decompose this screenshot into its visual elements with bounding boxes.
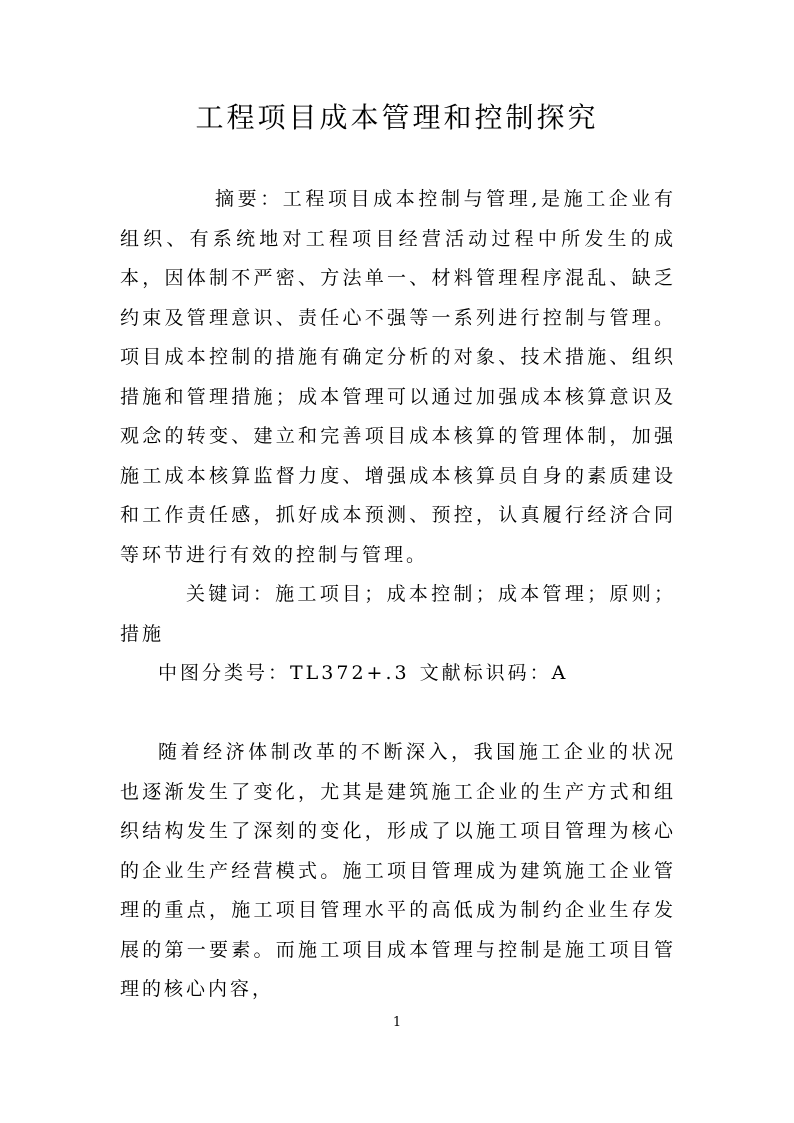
keywords-paragraph: 关键词：施工项目；成本控制；成本管理；原则；措施 xyxy=(120,583,676,645)
clc-number: 中图分类号：TL372+.3 xyxy=(158,662,410,684)
document-code: 文献标识码：A xyxy=(419,662,569,684)
paragraph-spacer xyxy=(120,694,676,734)
document-body xyxy=(120,180,676,1010)
document-title: 工程项目成本管理和控制探究 xyxy=(195,101,599,134)
body-paragraph: 随着经济体制改革的不断深入，我国施工企业的状况也逐渐发生了变化，尤其是建筑施工企业的生产方式和组织结构发生了深刻的变化，形成了以施工项目管理为核心的企业生产经营模式。施工项目管理成为建筑施工企业管理的重点，施工项目管理水平的高低成为制约企业生存发展的第一要素。而施工项目成本管理与控制是施工项目管理的核心内容， xyxy=(120,741,676,1000)
classification-line xyxy=(120,654,676,694)
page-number: 1 xyxy=(392,1015,402,1030)
abstract-paragraph: 摘要：工程项目成本控制与管理,是施工企业有组织、有系统地对工程项目经营活动过程中所发生的成本，因体制不严密、方法单一、材料管理程序混乱、缺乏约束及管理意识、责任心不强等一系列进行控制与管理。项目成本控制的措施有确定分析的对象、技术措施、组织措施和管理措施；成本管理可以通过加强成本核算意识及观念的转变、建立和完善项目成本核算的管理体制，加强施工成本核算监督力度、增强成本核算员自身的素质建设和工作责任感，抓好成本预测、预控，认真履行经济合同等环节进行有效的控制与管理。 xyxy=(120,188,676,566)
